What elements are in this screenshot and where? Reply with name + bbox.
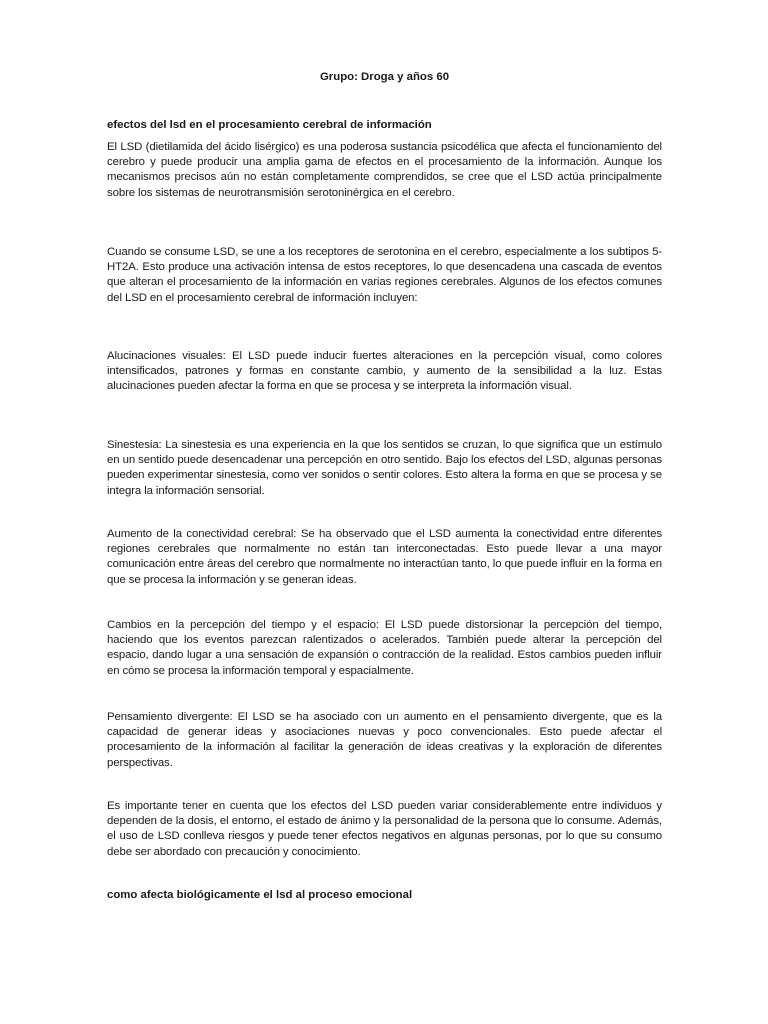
paragraph-advertencia: Es importante tener en cuenta que los efectos del LSD pueden variar considerablemente entre individuos y dependen de la dosis, el entorno, el estado de ánimo y la personalidad de la persona que lo consume. Además, el uso de LSD conlleva riesgos y puede tener efectos negativos en algunas personas, por lo que su consumo debe ser abordado con precaución y conocimiento. [107, 800, 662, 858]
section-heading-emocional: como afecta biológicamente el lsd al proceso emocional [107, 889, 413, 901]
paragraph-receptores: Cuando se consume LSD, se une a los receptores de serotonina en el cerebro, especialmente a los subtipos 5-HT2A. Esto produce una activación intensa de estos receptores, lo que desencadena una cascada de eventos que alteran el procesamiento de la información en varias regiones cerebrales. Algunos de los efectos comunes del LSD en el procesamiento cerebral de información incluyen: [107, 246, 662, 304]
paragraph-conectividad: Aumento de la conectividad cerebral: Se ha observado que el LSD aumenta la conectividad entre diferentes regiones cerebrales que normalmente no están tan interconectadas. Esto puede llevar a una mayor comunicación entre áreas del cerebro que normalmente no interactúan tanto, lo que puede influir en la forma en que se procesa la información y se generan ideas. [107, 528, 662, 586]
paragraph-alucinaciones: Alucinaciones visuales: El LSD puede inducir fuertes alteraciones en la percepción visual, como colores intensificados, patrones y formas en constante cambio, y aumento de la sensibilidad a la luz. Estas alucinaciones pueden afectar la forma en que se procesa y se interpreta la información visual. [107, 350, 662, 393]
section-heading-efectos: efectos del lsd en el procesamiento cerebral de información [107, 119, 432, 131]
paragraph-tiempo-espacio: Cambios en la percepción del tiempo y el espacio: El LSD puede distorsionar la percepción del tiempo, haciendo que los eventos parezcan ralentizados o acelerados. También puede alterar la percepción del espacio, dando lugar a una sensación de expansión o contracción de la realidad. Estos cambios pueden influir en cómo se procesa la información temporal y espacialmente. [107, 619, 662, 677]
paragraph-sinestesia: Sinestesia: La sinestesia es una experiencia en la que los sentidos se cruzan, lo que significa que un estímulo en un sentido puede desencadenar una percepción en otro sentido. Bajo los efectos del LSD, algunas personas pueden experimentar sinestesia, como ver sonidos o sentir colores. Esto altera la forma en que se procesa y se integra la información sensorial. [107, 439, 662, 497]
paragraph-pensamiento-divergente: Pensamiento divergente: El LSD se ha asociado con un aumento en el pensamiento divergente, que es la capacidad de generar ideas y asociaciones nuevas y poco convencionales. Esto puede afectar el procesamiento de la información al facilitar la generación de ideas creativas y la exploración de diferentes perspectivas. [107, 711, 662, 769]
paragraph-intro: El LSD (dietilamida del ácido lisérgico) es una poderosa sustancia psicodélica que afecta el funcionamiento del cerebro y puede producir una amplia gama de efectos en el procesamiento de la información. Aunque los mecanismos precisos aún no están completamente comprendidos, se cree que el LSD actúa principalmente sobre los sistemas de neurotransmisión serotoninérgica en el cerebro. [107, 141, 662, 199]
document-title: Grupo: Droga y años 60 [319, 71, 450, 83]
